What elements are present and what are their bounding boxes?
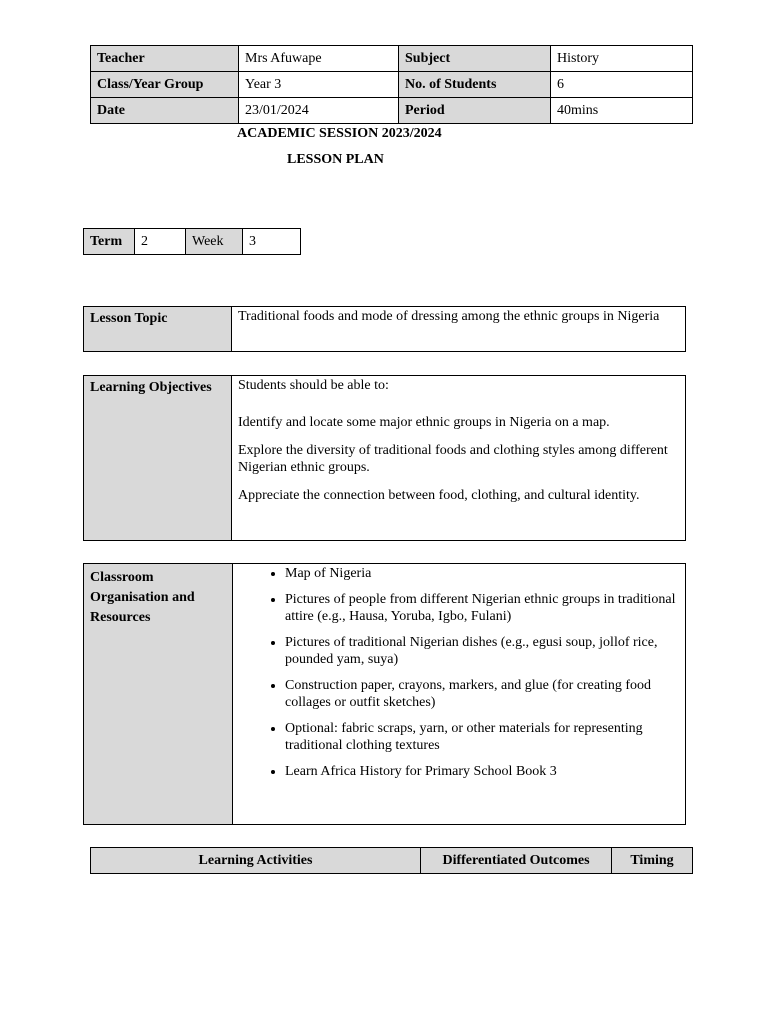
objective-item: Identify and locate some major ethnic groups in Nigeria on a map. [238, 415, 610, 430]
resource-item: • Construction paper, crayons, markers, and glue (for creating food collages or outfit sketches) [285, 677, 679, 711]
resources-label: Classroom Organisation and Resources [84, 564, 233, 825]
resource-item: • Pictures of traditional Nigerian dishes (e.g., egusi soup, jollof rice, pounded yam, suya) [285, 634, 679, 668]
resource-item: • Learn Africa History for Primary School Book 3 [285, 763, 679, 780]
activities-header: Learning Activities [91, 848, 421, 874]
class-value: Year 3 [239, 72, 399, 98]
resources-content [233, 564, 686, 825]
week-value: 3 [243, 229, 301, 255]
teacher-label: Teacher [91, 46, 239, 72]
term-value: 2 [135, 229, 186, 255]
teacher-value: Mrs Afuwape [239, 46, 399, 72]
subject-value: History [551, 46, 693, 72]
plan-title: LESSON PLAN [287, 152, 384, 167]
lesson-info-table [90, 45, 693, 124]
students-value: 6 [551, 72, 693, 98]
session-title: ACADEMIC SESSION 2023/2024 [237, 126, 442, 141]
class-label: Class/Year Group [91, 72, 239, 98]
learning-objectives-table [83, 375, 686, 541]
resource-item: • Optional: fabric scraps, yarn, or other materials for representing traditional clothing textures [285, 720, 679, 754]
objective-item: Appreciate the connection between food, clothing, and cultural identity. [238, 488, 640, 503]
learning-objectives-label: Learning Objectives [84, 376, 232, 541]
term-table [83, 228, 301, 255]
objective-item: Explore the diversity of traditional foods and clothing styles among different Nigerian ethnic groups. [238, 443, 668, 475]
date-label: Date [91, 98, 239, 124]
activities-header-table [90, 847, 693, 874]
period-value: 40mins [551, 98, 693, 124]
objectives-intro: Students should be able to: [238, 378, 389, 393]
resources-list [239, 565, 679, 780]
lesson-topic-label: Lesson Topic [84, 307, 232, 352]
lesson-topic-table [83, 306, 686, 352]
learning-objectives-content [232, 376, 686, 541]
resources-table [83, 563, 686, 825]
outcomes-header: Differentiated Outcomes [421, 848, 612, 874]
period-label: Period [399, 98, 551, 124]
week-label: Week [186, 229, 243, 255]
timing-header: Timing [612, 848, 693, 874]
term-label: Term [84, 229, 135, 255]
students-label: No. of Students [399, 72, 551, 98]
resource-item: • Map of Nigeria [285, 565, 679, 582]
date-value: 23/01/2024 [239, 98, 399, 124]
lesson-topic-value: Traditional foods and mode of dressing among the ethnic groups in Nigeria [232, 307, 686, 352]
resource-item: • Pictures of people from different Nigerian ethnic groups in traditional attire (e.g., Hausa, Yoruba, Igbo, Fulani) [285, 591, 679, 625]
subject-label: Subject [399, 46, 551, 72]
